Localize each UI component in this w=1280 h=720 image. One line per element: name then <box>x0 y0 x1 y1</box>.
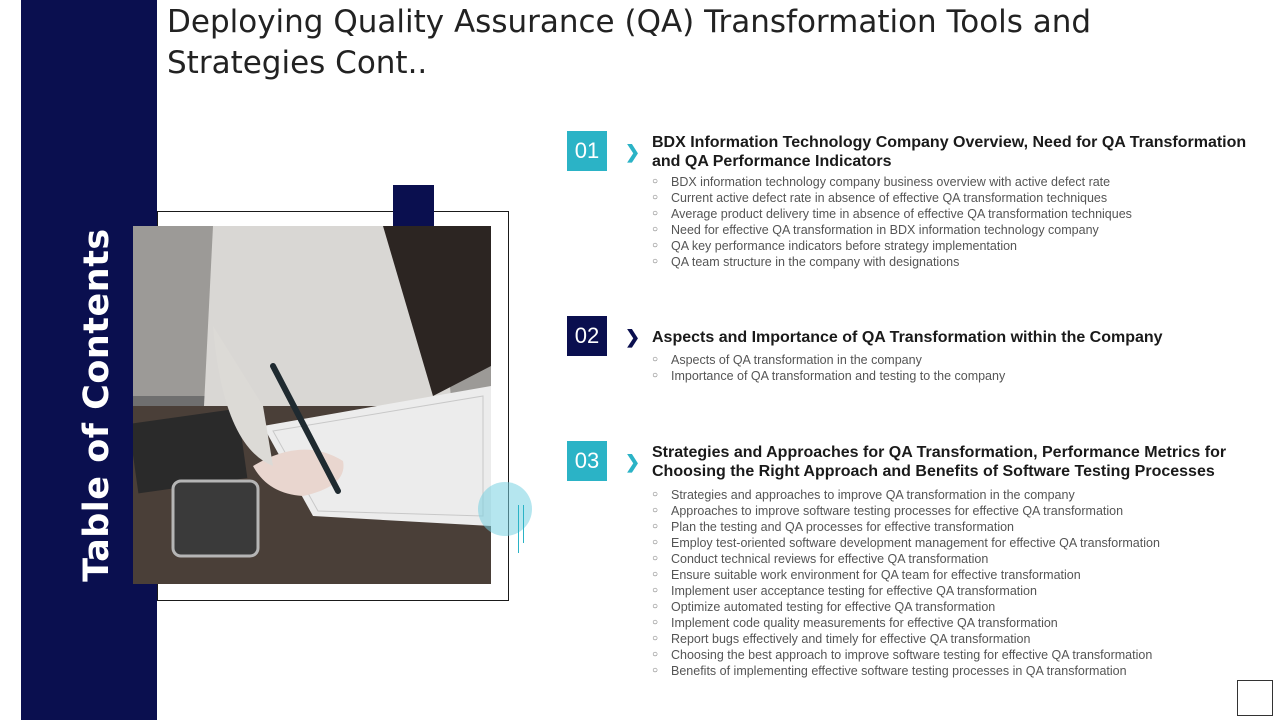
list-item: ○ Conduct technical reviews for effective QA transformation <box>652 552 989 566</box>
hollow-circle-bullet-icon: ○ <box>652 176 659 187</box>
slide-corner-box <box>1237 680 1273 716</box>
list-item: ○ Need for effective QA transformation in BDX information technology company <box>652 223 1099 237</box>
list-item: ○ Ensure suitable work environment for QA team for effective transformation <box>652 568 1081 582</box>
hollow-circle-bullet-icon: ○ <box>652 192 659 203</box>
section-number-badge: 03 <box>567 441 607 481</box>
toc-section-03 <box>567 441 1267 686</box>
decorative-line <box>523 505 524 543</box>
section-item-list <box>652 487 1160 679</box>
list-item: ○ Approaches to improve software testing processes for effective QA transformation <box>652 504 1124 518</box>
list-item: ○ Optimize automated testing for effective QA transformation <box>652 600 996 614</box>
section-number-badge: 01 <box>567 131 607 171</box>
list-item: ○ BDX information technology company business overview with active defect rate <box>652 175 1111 189</box>
list-item: ○ Benefits of implementing effective software testing processes in QA transformation <box>652 664 1127 678</box>
hollow-circle-bullet-icon: ○ <box>652 256 659 267</box>
list-item: ○ Strategies and approaches to improve QA transformation in the company <box>652 488 1075 502</box>
toc-section-01 <box>567 131 1267 276</box>
hollow-circle-bullet-icon: ○ <box>652 649 659 660</box>
section-item-list <box>652 174 1132 270</box>
chevron-right-icon: ❯ <box>625 142 641 162</box>
chevron-right-icon: ❯ <box>625 327 641 347</box>
list-item: ○ Employ test-oriented software development management for effective QA transformation <box>652 536 1160 550</box>
list-item: ○ Average product delivery time in absence of effective QA transformation techniques <box>652 207 1132 221</box>
hollow-circle-bullet-icon: ○ <box>652 665 659 676</box>
hollow-circle-bullet-icon: ○ <box>652 489 659 500</box>
list-item: ○ Implement user acceptance testing for effective QA transformation <box>652 584 1037 598</box>
hollow-circle-bullet-icon: ○ <box>652 585 659 596</box>
hollow-circle-bullet-icon: ○ <box>652 240 659 251</box>
toc-section-02 <box>567 316 1267 391</box>
hollow-circle-bullet-icon: ○ <box>652 617 659 628</box>
list-item: ○ Report bugs effectively and timely for effective QA transformation <box>652 632 1031 646</box>
hollow-circle-bullet-icon: ○ <box>652 601 659 612</box>
list-item: ○ Implement code quality measurements for effective QA transformation <box>652 616 1058 630</box>
photo-accent-square <box>393 185 434 226</box>
hollow-circle-bullet-icon: ○ <box>652 569 659 580</box>
photo-illustration <box>133 226 491 584</box>
hollow-circle-bullet-icon: ○ <box>652 537 659 548</box>
hollow-circle-bullet-icon: ○ <box>652 553 659 564</box>
section-heading: Strategies and Approaches for QA Transformation, Performance Metrics for Choosing the Right Approach and Benefits of Software Testing Processes <box>652 444 1227 480</box>
section-number-badge: 02 <box>567 316 607 356</box>
hollow-circle-bullet-icon: ○ <box>652 224 659 235</box>
page-title: Deploying Quality Assurance (QA) Transformation Tools and Strategies Cont.. <box>167 4 1092 81</box>
hollow-circle-bullet-icon: ○ <box>652 521 659 532</box>
list-item: ○ QA team structure in the company with designations <box>652 255 960 269</box>
writing-hand-photo <box>133 226 491 584</box>
list-item: ○ Aspects of QA transformation in the company <box>652 353 922 367</box>
list-item: ○ Current active defect rate in absence of effective QA transformation techniques <box>652 191 1108 205</box>
hollow-circle-bullet-icon: ○ <box>652 505 659 516</box>
hollow-circle-bullet-icon: ○ <box>652 354 659 365</box>
list-item: ○ Importance of QA transformation and testing to the company <box>652 369 1006 383</box>
hollow-circle-bullet-icon: ○ <box>652 208 659 219</box>
chevron-right-icon: ❯ <box>625 452 641 472</box>
hollow-circle-bullet-icon: ○ <box>652 633 659 644</box>
hollow-circle-bullet-icon: ○ <box>652 370 659 381</box>
decorative-line <box>518 505 519 553</box>
sidebar-title: Table of Contents <box>77 228 117 582</box>
section-heading: Aspects and Importance of QA Transformation within the Company <box>652 329 1163 346</box>
list-item: ○ QA key performance indicators before strategy implementation <box>652 239 1018 253</box>
list-item: ○ Plan the testing and QA processes for effective transformation <box>652 520 1015 534</box>
list-item: ○ Choosing the best approach to improve software testing for effective QA transformation <box>652 648 1153 662</box>
section-item-list <box>652 352 1005 384</box>
section-heading: BDX Information Technology Company Overview, Need for QA Transformation and QA Performance Indicators <box>652 134 1247 170</box>
